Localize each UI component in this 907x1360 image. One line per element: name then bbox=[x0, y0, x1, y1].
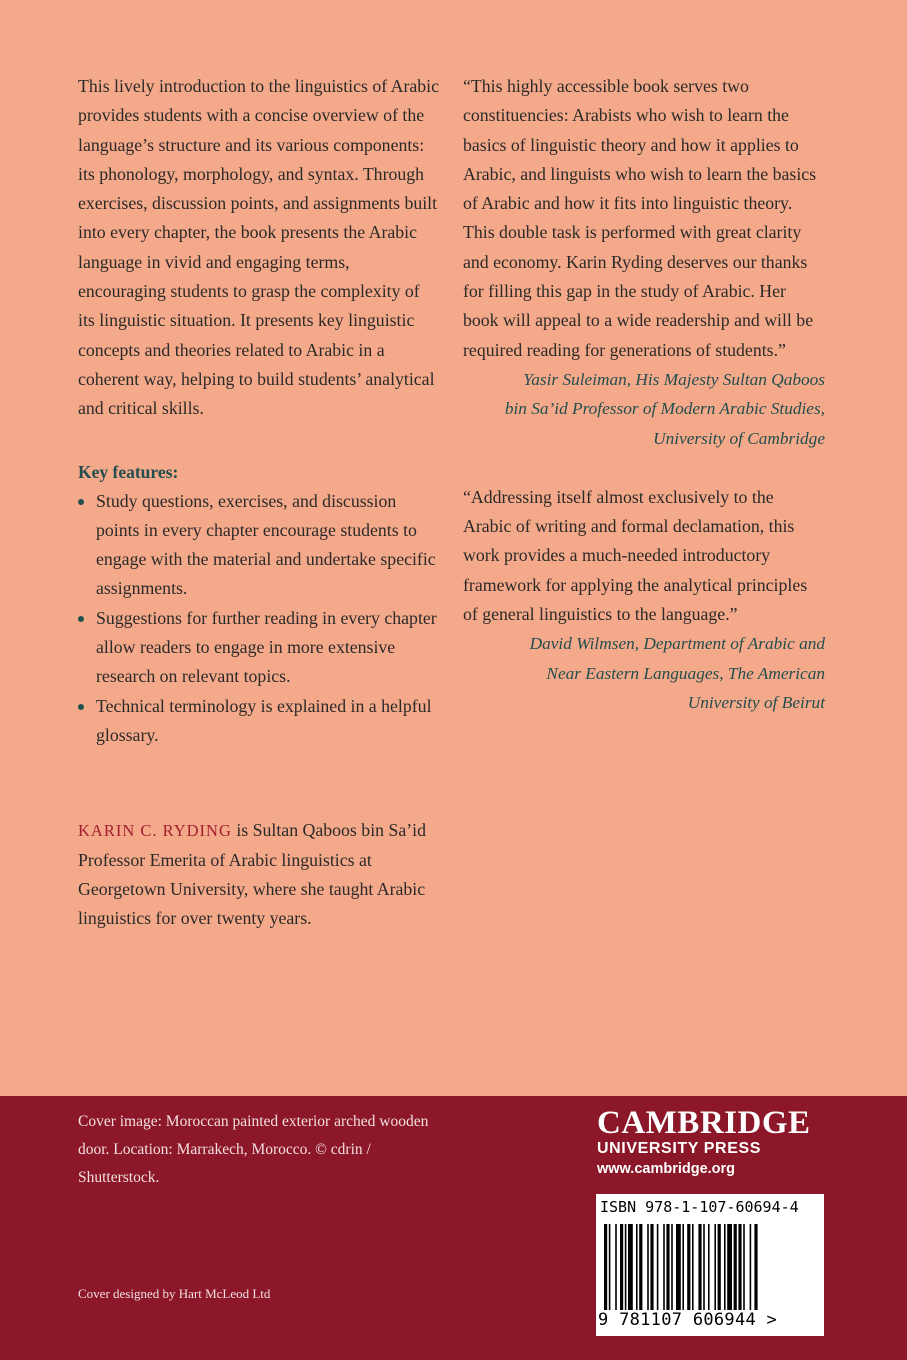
publisher-logo bbox=[597, 1106, 827, 1180]
key-features-heading: Key features: bbox=[78, 461, 179, 482]
publisher-press: UNIVERSITY PRESS bbox=[597, 1140, 762, 1157]
publisher-url: www.cambridge.org bbox=[597, 1161, 736, 1177]
right-column bbox=[463, 72, 825, 717]
key-feature-text: Suggestions for further reading in every chapter allow readers to engage in more extensive research on relevant topics. bbox=[96, 607, 437, 687]
bullet-icon bbox=[78, 499, 84, 505]
barcode-bar bbox=[663, 1224, 665, 1310]
barcode-bar bbox=[687, 1224, 690, 1310]
barcode-bar bbox=[657, 1224, 659, 1310]
barcode-bar bbox=[628, 1224, 633, 1310]
barcode-bar bbox=[738, 1224, 741, 1310]
barcode-bar bbox=[604, 1224, 607, 1310]
review-attribution-2-line-2: Near Eastern Languages, The American bbox=[546, 663, 825, 683]
key-feature-text: Study questions, exercises, and discussion points in every chapter encourage students to engage with the material and undertake specific assignments. bbox=[96, 490, 436, 599]
barcode-bar bbox=[718, 1224, 721, 1310]
review-quote-2: “Addressing itself almost exclusively to the Arabic of writing and formal declamation, this work provides a much-needed introductory framework for applying the analytical principles of general linguistics to the language.” bbox=[463, 486, 808, 625]
isbn-barcode bbox=[596, 1194, 824, 1336]
key-feature-item bbox=[78, 604, 440, 692]
review-attribution-1-line-1: Yasir Suleiman, His Majesty Sultan Qaboos bbox=[523, 369, 825, 389]
barcode-digits: 9 781107 606944 > bbox=[598, 1310, 778, 1330]
barcode-bar bbox=[743, 1224, 745, 1310]
review-attribution-1-line-2: bin Sa’id Professor of Modern Arabic Studies, bbox=[504, 399, 825, 419]
barcode-bar bbox=[692, 1224, 694, 1310]
barcode-bar bbox=[636, 1224, 638, 1310]
barcode-bar bbox=[727, 1224, 732, 1310]
author-name: KARIN C. RYDING bbox=[78, 821, 232, 841]
barcode-bar bbox=[625, 1224, 627, 1310]
key-feature-text: Technical terminology is explained in a helpful glossary. bbox=[96, 695, 432, 745]
barcode-bar bbox=[754, 1224, 757, 1310]
book-blurb: This lively introduction to the linguistics of Arabic provides students with a concise overview of the language’s structure and its various components: its phonology, morphology, and syntax. Through exercises, discussion points, and assignments built into every chapter, the book presents the Arabic language in vivid and engaging terms, encouraging students to grasp the complexity of its linguistic situation. It presents key linguistic concepts and theories related to Arabic in a coherent way, helping to build students’ analytical and critical skills. bbox=[78, 76, 440, 419]
author-bio bbox=[78, 816, 440, 933]
barcode-bar bbox=[682, 1224, 684, 1310]
barcode-bar bbox=[708, 1224, 710, 1310]
barcode-bar bbox=[724, 1224, 726, 1310]
review-attribution-2-line-1: David Wilmsen, Department of Arabic and bbox=[529, 634, 825, 654]
barcode-bar bbox=[639, 1224, 642, 1310]
key-feature-item bbox=[78, 487, 440, 604]
key-features-list bbox=[78, 487, 440, 751]
barcode-bar bbox=[666, 1224, 669, 1310]
left-column bbox=[78, 72, 440, 933]
cover-designer-credit: Cover designed by Hart McLeod Ltd bbox=[78, 1286, 271, 1301]
barcode-bar bbox=[703, 1224, 705, 1310]
barcode-bar bbox=[676, 1224, 681, 1310]
barcode-bar bbox=[650, 1224, 653, 1310]
barcode-icon bbox=[604, 1224, 816, 1310]
publisher-band bbox=[0, 1096, 907, 1360]
barcode-bar bbox=[609, 1224, 611, 1310]
author-bio-text: is Sultan Qaboos bin Sa’id Professor Emerita of Arabic linguistics at Georgetown University, where she taught Arabic linguistics for over twenty years. bbox=[78, 820, 426, 929]
barcode-bar bbox=[750, 1224, 752, 1310]
review-quote-1: “This highly accessible book serves two constituencies: Arabists who wish to learn the basics of linguistic theory and how it applies to Arabic, and linguists who wish to learn the basics of Arabic and how it fits into linguistic theory. This double task is performed with great clarity and economy. Karin Ryding deserves our thanks for filling this gap in the study of Arabic. Her book will appeal to a wide readership and will be required reading for generations of students.” bbox=[463, 76, 817, 360]
barcode-bar bbox=[698, 1224, 701, 1310]
cover-image-credit: Cover image: Moroccan painted exterior arched wooden door. Location: Marrakech, Morocco. © cdrin / Shutterstock. bbox=[78, 1113, 429, 1186]
barcode-bar bbox=[734, 1224, 737, 1310]
review-attribution-2-line-3: University of Beirut bbox=[687, 692, 825, 712]
key-feature-item bbox=[78, 692, 440, 751]
barcode-bar bbox=[647, 1224, 649, 1310]
publisher-name: CAMBRIDGE bbox=[597, 1105, 811, 1141]
bullet-icon bbox=[78, 704, 84, 710]
barcode-bar bbox=[714, 1224, 716, 1310]
barcode-bar bbox=[615, 1224, 617, 1310]
barcode-bar bbox=[620, 1224, 623, 1310]
bullet-icon bbox=[78, 616, 84, 622]
isbn-label: ISBN 978-1-107-60694-4 bbox=[600, 1198, 799, 1216]
barcode-bar bbox=[671, 1224, 673, 1310]
review-attribution-1-line-3: University of Cambridge bbox=[653, 428, 825, 448]
